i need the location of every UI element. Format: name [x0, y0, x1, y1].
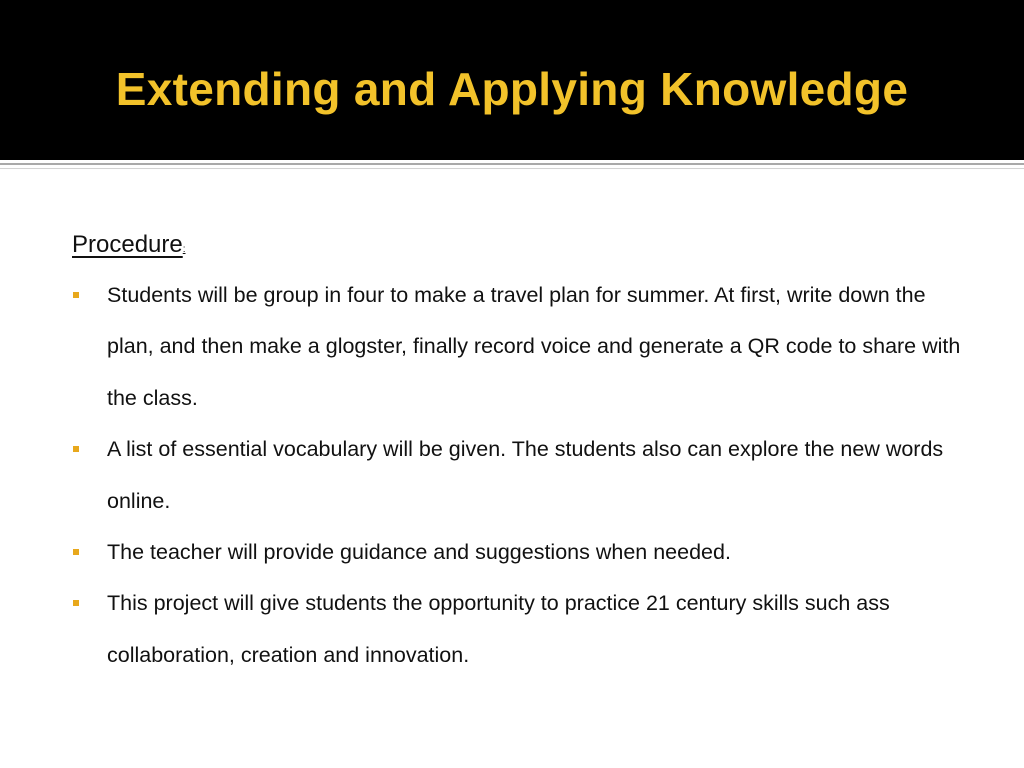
- bullet-text: The teacher will provide guidance and suggestions when needed.: [107, 540, 731, 565]
- list-item: [72, 270, 967, 424]
- slide-title: Extending and Applying Knowledge: [115, 63, 909, 115]
- square-bullet-icon: [73, 446, 79, 452]
- content-area: [72, 222, 972, 681]
- bullet-list: [72, 270, 972, 681]
- bullet-text: This project will give students the opportunity to practice 21 century skills such ass collaboration, creation and innovation.: [107, 591, 890, 667]
- square-bullet-icon: [73, 600, 79, 606]
- square-bullet-icon: [73, 292, 79, 298]
- bullet-text: Students will be group in four to make a travel plan for summer. At first, write down the plan, and then make a glogster, finally record voice and generate a QR code to share with the class.: [107, 283, 961, 410]
- divider-line: [0, 163, 1024, 165]
- divider-line-secondary: [0, 168, 1024, 169]
- procedure-heading-text: Procedure: [72, 231, 183, 258]
- list-item: [72, 424, 967, 527]
- list-item: [72, 578, 967, 681]
- list-item: [72, 527, 967, 578]
- bullet-text: A list of essential vocabulary will be given. The students also can explore the new words online.: [107, 437, 944, 513]
- title-band: [0, 0, 1024, 160]
- procedure-heading: [72, 222, 972, 270]
- procedure-heading-colon: :: [182, 244, 186, 255]
- square-bullet-icon: [73, 549, 79, 555]
